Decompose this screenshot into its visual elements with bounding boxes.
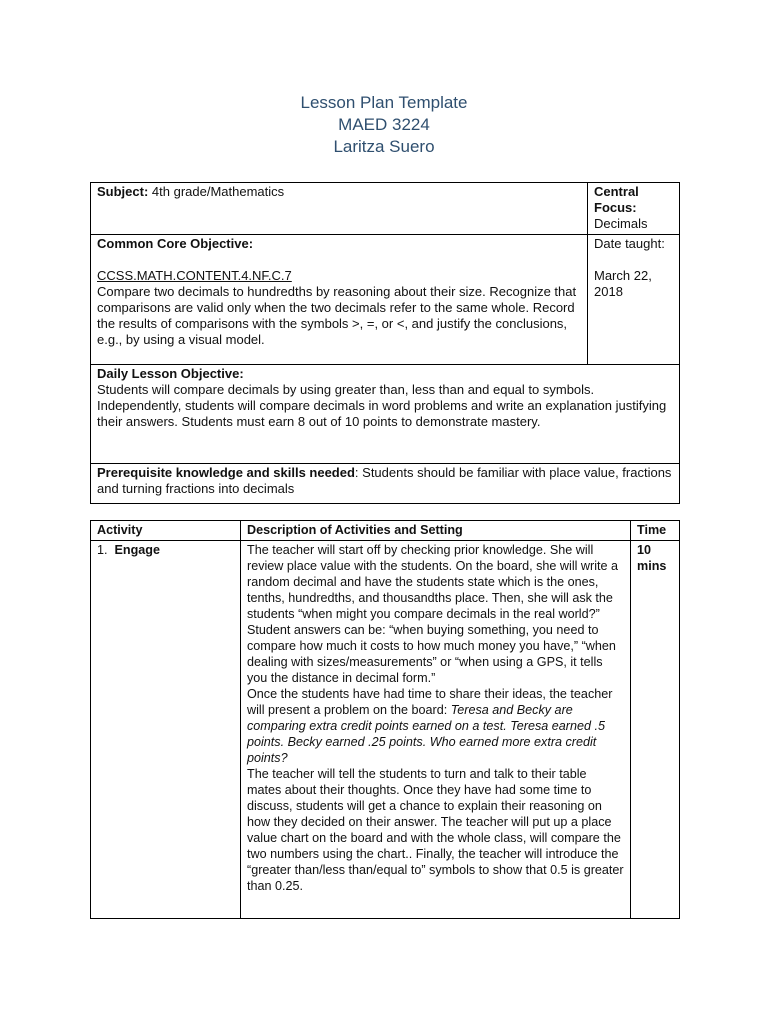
cc-text: Compare two decimals to hundredths by reasoning about their size. Recognize that comparisons are valid only when the two decimals refer to the same whole. Record the results of comparisons with the symbols >, =, or <, and justify the conclusions, e.g., by using a visual model. xyxy=(97,284,577,347)
engage-description xyxy=(241,541,631,919)
daily-objective-cell xyxy=(91,365,680,464)
header-time: Time xyxy=(631,521,680,541)
focus-value: Decimals xyxy=(594,216,648,231)
date-cell xyxy=(588,235,680,365)
engage-para-2: Once the students have had time to share their ideas, the teacher will present a problem on the board: Teresa and Becky are comparing extra credit points earned on a test. Teresa earned .5 points. Becky earned .25 points. Who earned more extra credit points? xyxy=(247,687,613,765)
prereq-text: : Students should be familiar with place value, fractions and turning fractions into decimals xyxy=(97,465,672,496)
doc-title: Lesson Plan Template xyxy=(300,93,468,112)
cc-code: CCSS.MATH.CONTENT.4.NF.C.7 xyxy=(97,268,292,283)
cc-label: Common Core Objective: xyxy=(97,236,254,251)
engage-para-1: The teacher will start off by checking prior knowledge. She will review place value with the students. On the board, she will write a random decimal and have the students state which is the ones, tenths, hundredths, and thousandths place. Then, she will ask the students “when might you compare decimals in the real world?” Student answers can be: “when buying something, you need to compare how much it costs to how much money you have,” “when dealing with sizes/measurements” or “when using a GPS, it tells you the distance in decimal form.” xyxy=(247,543,619,685)
engage-time: 10 mins xyxy=(631,541,680,919)
document-header xyxy=(0,92,768,158)
course-code: MAED 3224 xyxy=(338,115,430,134)
date-label: Date taught: xyxy=(594,236,665,251)
activity-engage xyxy=(91,541,241,919)
date-value: March 22, 2018 xyxy=(594,268,652,299)
focus-cell xyxy=(588,183,680,235)
prereq-label: Prerequisite knowledge and skills needed xyxy=(97,465,355,480)
engage-para-3: The teacher will tell the students to turn and talk to their table mates about their thoughts. Once they have had some time to discuss, students will get a chance to explain their reasoning on how they decided on their answer. The teacher will put up a place value chart on the board and with the whole class, will compare the two numbers using the chart.. Finally, the teacher will introduce the “greater than/less than/equal to” symbols to show that 0.5 is greater than 0.25. xyxy=(247,767,624,893)
focus-label: Central Focus: xyxy=(594,184,639,215)
daily-label: Daily Lesson Objective: xyxy=(97,366,244,381)
activities-table xyxy=(90,520,680,919)
activity-number: 1. xyxy=(97,543,108,557)
lesson-info-table xyxy=(90,182,680,504)
header-description: Description of Activities and Setting xyxy=(241,521,631,541)
prereq-cell xyxy=(91,464,680,504)
common-core-cell xyxy=(91,235,588,365)
engage-problem: Teresa and Becky are comparing extra credit points earned on a test. Teresa earned .5 points. Becky earned .25 points. Who earned more extra credit points? xyxy=(247,703,605,765)
daily-text: Students will compare decimals by using greater than, less than and equal to symbols. Independently, students will compare decimals in word problems and write an explanation justifying their answers. Students must earn 8 out of 10 points to demonstrate mastery. xyxy=(97,382,667,429)
header-activity: Activity xyxy=(91,521,241,541)
subject-label: Subject: xyxy=(97,184,149,199)
activity-name: Engage xyxy=(114,543,161,557)
subject-cell xyxy=(91,183,588,235)
author-name: Laritza Suero xyxy=(333,137,435,156)
subject-value: 4th grade/Mathematics xyxy=(148,184,285,199)
